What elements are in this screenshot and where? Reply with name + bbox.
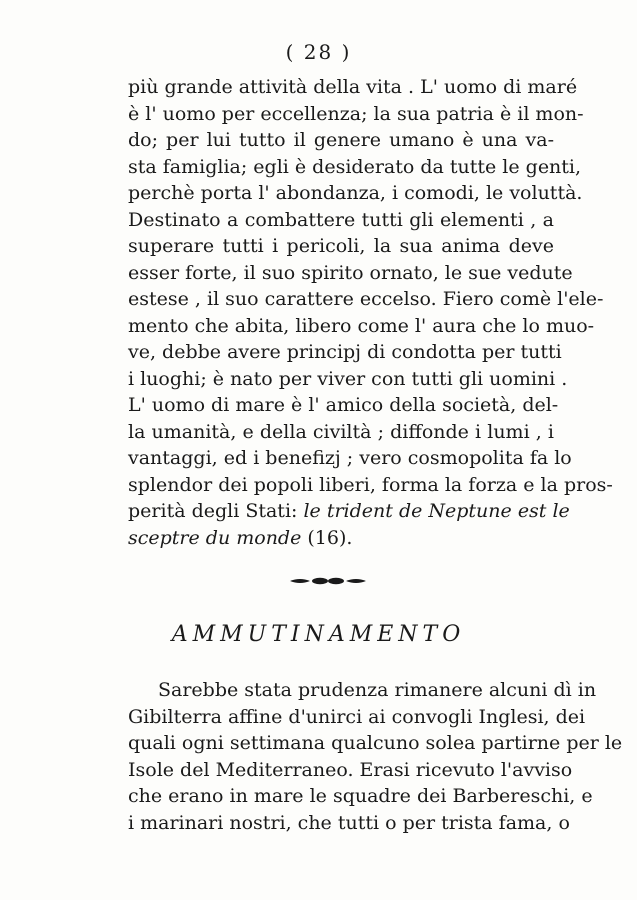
page-number: ( 28 ) [285,40,352,64]
paragraph-2 [128,677,623,836]
text-line: i luoghi; è nato per viver con tutti gli uomini . [128,367,568,390]
text-line: è l' uomo per eccellenza; la sua patria è il mon- [128,102,584,125]
text-line: più grande attività della vita . L' uomo di maré [128,76,578,98]
text-line-mixed [128,498,570,525]
text-line: Sarebbe stata prudenza rimanere alcuni dì in [158,679,597,701]
text-line: Destinato a combattere tutti gli elementi , a [128,208,554,231]
text-line-mixed [128,525,554,552]
text-segment: perità degli Stati: [128,500,304,522]
text-line: esser forte, il suo spirito ornato, le sue vedute [128,261,573,284]
text-line: che erano in mare le squadre dei Barbereschi, e [128,785,593,807]
text-line: ve, debbe avere principj di condotta per tutti [128,341,562,363]
text-line: L' uomo di mare è l' amico della società, del- [128,394,559,416]
text-line: Isole del Mediterraneo. Erasi ricevuto l'avviso [128,758,573,781]
italic-quote: sceptre du monde [128,526,302,549]
text-line: vantaggi, ed i benefizj ; vero cosmopolita fa lo [128,447,572,469]
text-line: la umanità, e della civiltà ; diffonde i lumi , i [128,420,554,443]
paragraph-1 [128,74,613,551]
text-line: superare tutti i pericoli, la sua anima deve [128,235,554,257]
section-divider-ornament [288,573,368,589]
text-line: splendor dei popoli liberi, forma la forza e la pros- [128,473,613,496]
text-line: sta famiglia; egli è desiderato da tutte le genti, [128,155,582,178]
text-line: perchè porta l' abondanza, i comodi, le voluttà. [128,182,583,204]
text-line: mento che abita, libero come l' aura che lo muo- [128,314,595,337]
italic-quote: le trident de Neptune est le [303,500,570,522]
text-line: quali ogni settimana qualcuno solea partirne per le [128,732,623,754]
text-line: Gibilterra affine d'unirci ai convogli Inglesi, dei [128,705,586,728]
text-line: i marinari nostri, che tutti o per trista fama, o [128,811,570,834]
section-title: AMMUTINAMENTO [171,622,466,647]
footnote-reference: (16). [301,526,353,549]
text-line: estese , il suo carattere eccelso. Fiero comè l'ele- [128,288,604,310]
text-line: do; per lui tutto il genere umano è una va- [128,129,554,151]
